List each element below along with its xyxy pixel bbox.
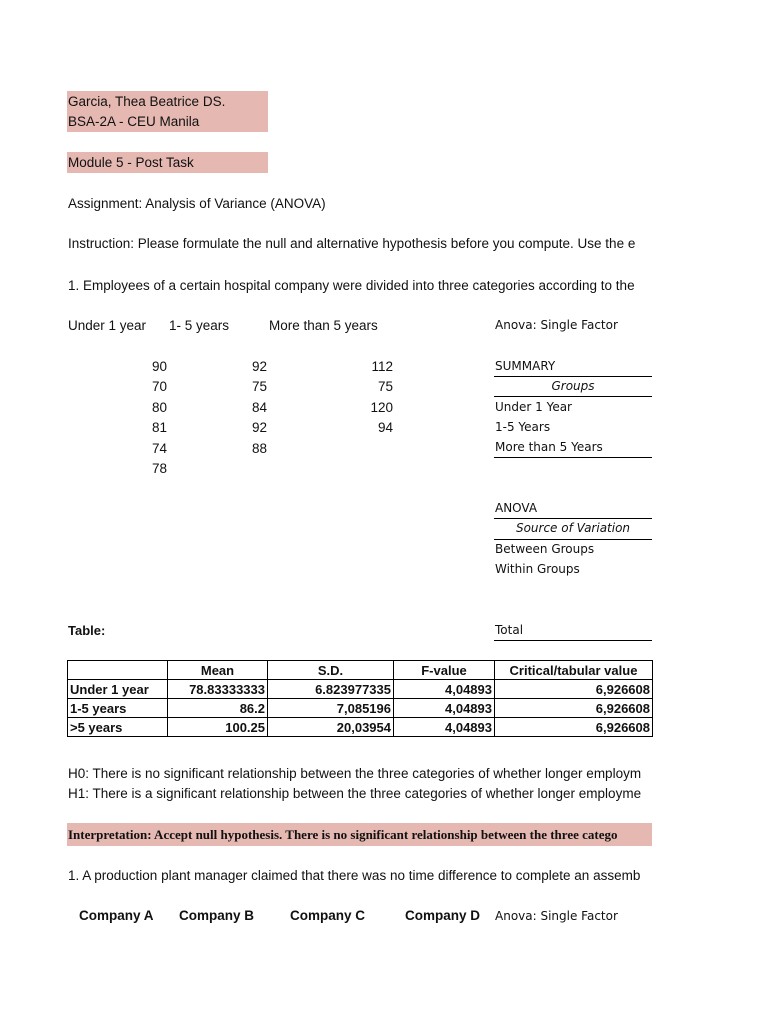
company-b-header: Company B	[179, 908, 255, 923]
company-d-header: Company D	[405, 908, 481, 923]
mean-cell: 86.2	[168, 699, 268, 718]
data-cell: 92	[251, 359, 267, 374]
sd-cell: 7,085196	[268, 699, 394, 718]
anova-title: Anova: Single Factor	[495, 318, 618, 332]
summary-top-rule	[494, 376, 652, 377]
data-cell: 74	[151, 441, 167, 456]
sd-cell: 20,03954	[268, 718, 394, 737]
f-value-cell: 4,04893	[394, 718, 495, 737]
data-cell: 94	[377, 420, 393, 435]
groups-header-rule	[494, 396, 652, 397]
sd-cell: 6.823977335	[268, 680, 394, 699]
problem1-text: 1. Employees of a certain hospital company were divided into three categories according to the	[68, 278, 635, 293]
interpretation-text: Interpretation: Accept null hypothesis. There is no significant relationship between the three catego	[67, 823, 652, 846]
summary-label: SUMMARY	[495, 359, 556, 373]
total-label: Total	[495, 623, 524, 637]
critical-value-cell: 6,926608	[495, 680, 653, 699]
problem2-text: 1. A production plant manager claimed that there was no time difference to complete an assemb	[68, 868, 641, 883]
instruction-text: Instruction: Please formulate the null and alternative hypothesis before you compute. Use the e	[68, 236, 636, 251]
results-table	[67, 660, 653, 737]
table-row	[68, 699, 653, 718]
anova-top-rule	[494, 518, 652, 519]
module-label-block	[67, 152, 268, 173]
mean-cell: 100.25	[168, 718, 268, 737]
group-label-morethan5: More than 5 Years	[495, 440, 603, 454]
summary-bottom-rule	[494, 457, 652, 458]
anova-label: ANOVA	[495, 501, 538, 515]
module-label: Module 5 - Post Task	[68, 155, 194, 170]
table-header-cell	[68, 661, 168, 680]
data-cell: 75	[377, 379, 393, 394]
table-header-cell: F-value	[394, 661, 495, 680]
source-between-groups: Between Groups	[495, 542, 595, 556]
source-header: Source of Variation	[515, 521, 631, 535]
groups-header: Groups	[551, 379, 595, 393]
critical-value-cell: 6,926608	[495, 699, 653, 718]
table-header-row	[68, 661, 653, 680]
company-a-header: Company A	[79, 908, 154, 923]
table-header-cell: Mean	[168, 661, 268, 680]
row-label: 1-5 years	[68, 699, 168, 718]
company-c-header: Company C	[290, 908, 366, 923]
column-header-morethan5: More than 5 years	[269, 318, 378, 333]
row-label: >5 years	[68, 718, 168, 737]
source-within-groups: Within Groups	[495, 562, 580, 576]
column-header-1to5: 1- 5 years	[169, 318, 230, 333]
student-section: BSA-2A - CEU Manila	[68, 114, 200, 129]
column-header-under1: Under 1 year	[68, 318, 147, 333]
data-cell: 80	[151, 400, 167, 415]
total-rule	[494, 640, 652, 641]
row-label: Under 1 year	[68, 680, 168, 699]
student-info-block	[67, 91, 268, 132]
data-cell: 88	[251, 441, 267, 456]
f-value-cell: 4,04893	[394, 699, 495, 718]
data-cell: 90	[151, 359, 167, 374]
table-header-cell: S.D.	[268, 661, 394, 680]
table-row	[68, 718, 653, 737]
table-header-cell: Critical/tabular value	[495, 661, 653, 680]
source-header-rule	[494, 539, 652, 540]
data-cell: 81	[151, 420, 167, 435]
mean-cell: 78.83333333	[168, 680, 268, 699]
f-value-cell: 4,04893	[394, 680, 495, 699]
table-row	[68, 680, 653, 699]
student-name: Garcia, Thea Beatrice DS.	[68, 94, 226, 109]
critical-value-cell: 6,926608	[495, 718, 653, 737]
alternative-hypothesis: H1: There is a significant relationship between the three categories of whether longer employme	[68, 786, 642, 801]
group-label-under1: Under 1 Year	[495, 400, 572, 414]
data-cell: 78	[151, 461, 167, 476]
data-cell: 92	[251, 420, 267, 435]
data-cell: 120	[370, 400, 393, 415]
data-cell: 75	[251, 379, 267, 394]
data-cell: 112	[371, 359, 393, 374]
data-cell: 84	[251, 400, 267, 415]
anova-title-2: Anova: Single Factor	[495, 909, 618, 923]
null-hypothesis: H0: There is no significant relationship between the three categories of whether longer employm	[68, 766, 642, 781]
table-label: Table:	[68, 623, 106, 638]
group-label-1to5: 1-5 Years	[495, 420, 551, 434]
data-cell: 70	[151, 379, 167, 394]
assignment-title: Assignment: Analysis of Variance (ANOVA)	[68, 196, 326, 211]
